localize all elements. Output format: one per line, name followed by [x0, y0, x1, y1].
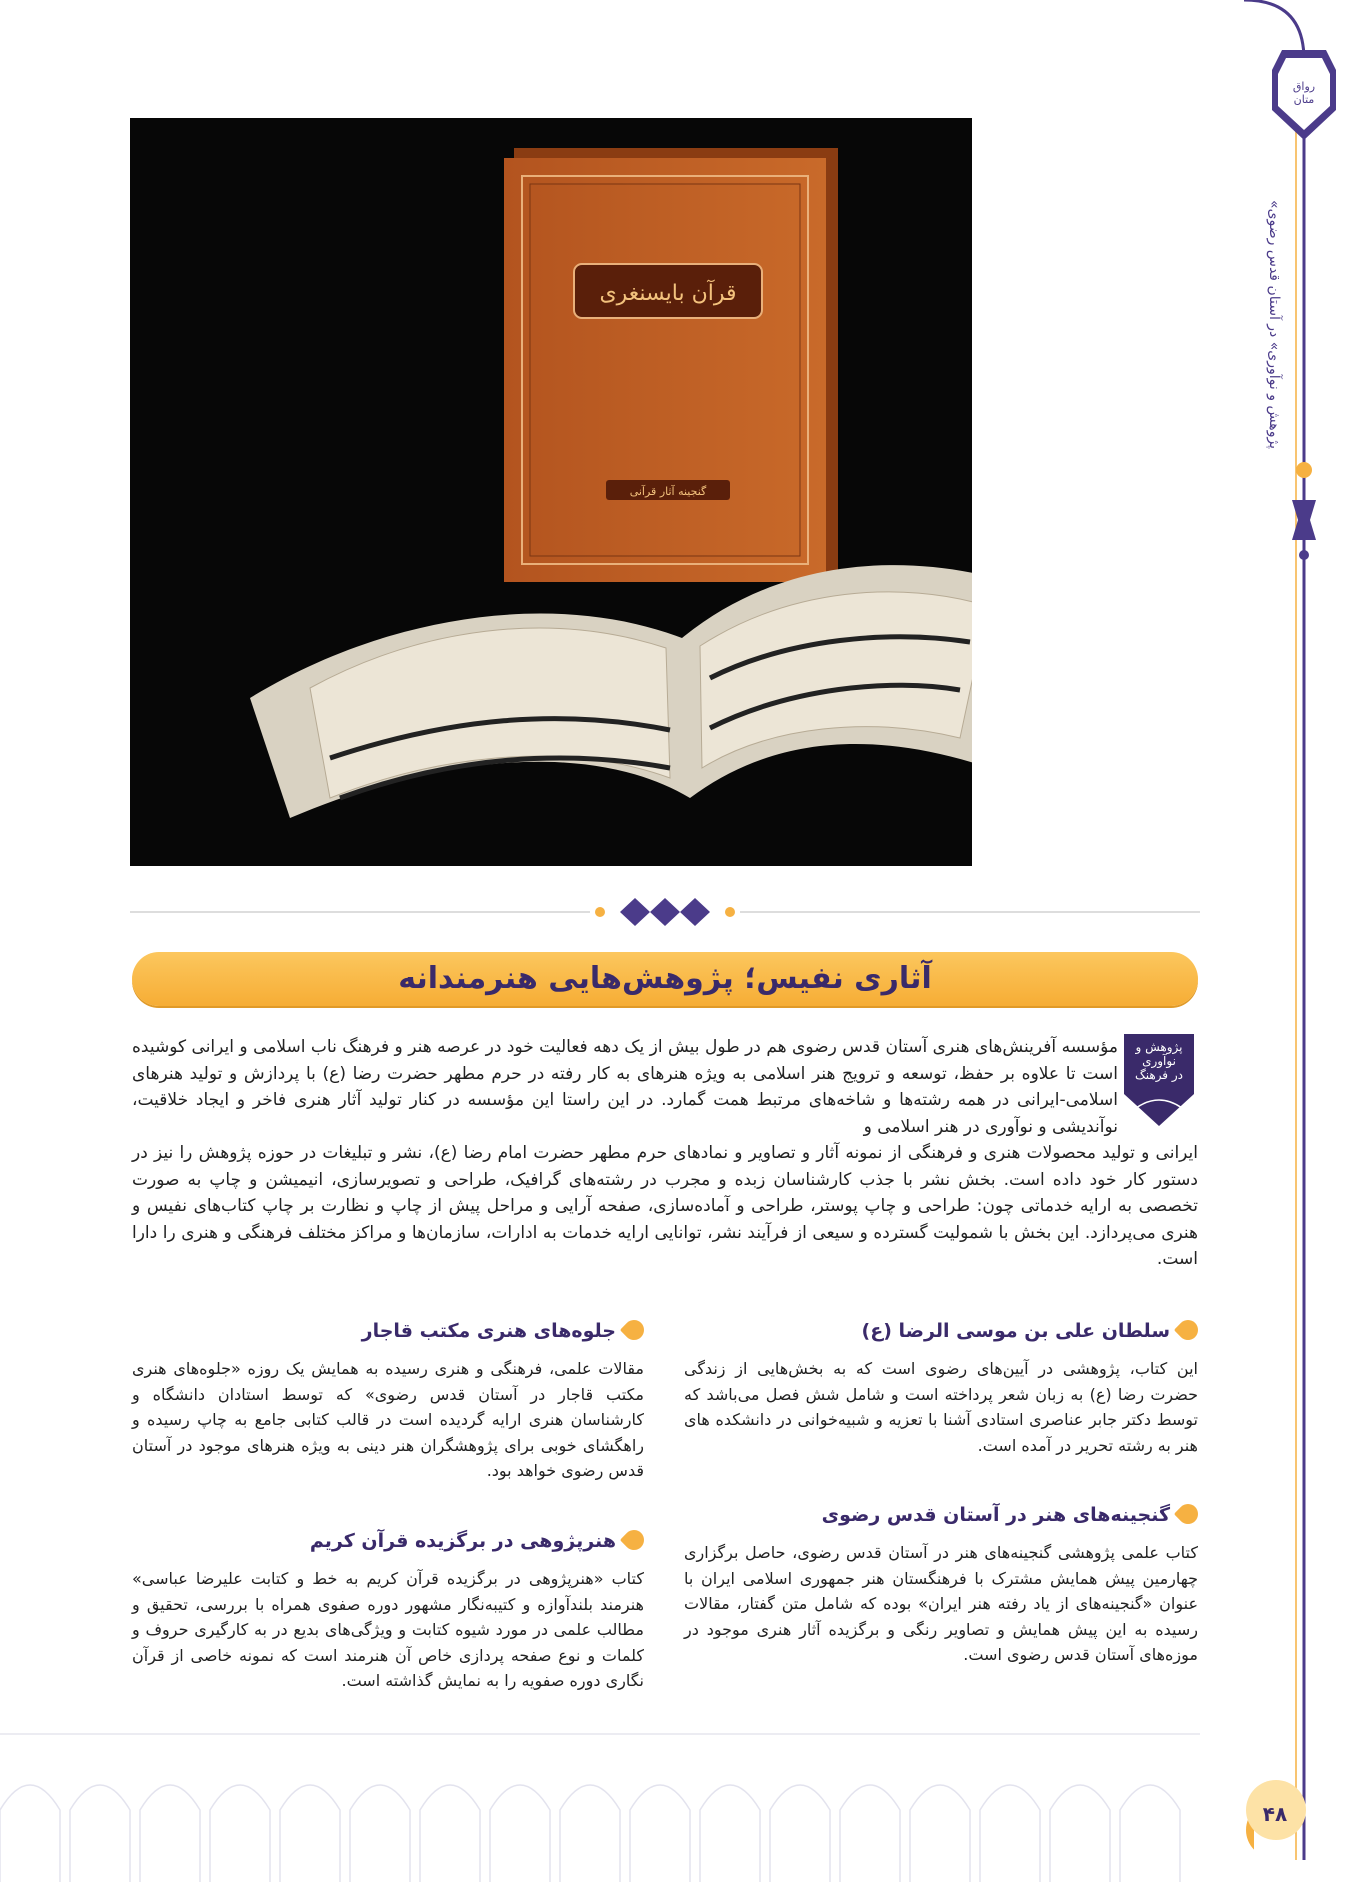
section-text-quran-research: کتاب «هنرپژوهی در برگزیده قرآن کریم به خط و کتابت علیرضا عباسی» هنرمند بلندآوازه و کتیبه‌نگار مشهور دوره صفوی همراه با بررسی، تحقیق و مطالب علمی در مورد شیوه کتابت و ویژگی‌های بدیع در به کارگیری حروف و کلمات و نوع صفحه پردازی خاص آن هنرمند است که نمونه خاصی از قرآن نگاری دوره صفویه را به نمایش گذاشته است. — [132, 1569, 644, 1690]
badge-line: در فرهنگ — [1135, 1068, 1183, 1082]
section-title-qajar — [132, 1320, 644, 1342]
page-number: ۴۸ — [1262, 1802, 1288, 1826]
drop-bullet-icon — [1174, 1316, 1202, 1344]
banner-title: آثاری نفیس؛ پژوهش‌هایی هنرمندانه — [398, 961, 932, 996]
section-title-text: گنجینه‌های هنر در آستان قدس رضوی — [821, 1504, 1170, 1526]
drop-bullet-icon — [620, 1526, 648, 1554]
drop-bullet-icon — [620, 1316, 648, 1344]
section-text-qajar: مقالات علمی، فرهنگی و هنری رسیده به همایش یک روزه «جلوه‌های هنری مکتب قاجار در آستان قدس رضوی» که توسط استادان دانشگاه و کارشناسان هنری ارایه گردیده است در قالب کتابی جامع به چاپ رسیده و راهگشای خوبی برای پژوهشگران هنر دینی به ویژه هنرهای موجود در آستان قدس رضوی خواهد بود. — [132, 1359, 644, 1480]
section-title-text: هنرپژوهی در برگزیده قرآن کریم — [309, 1530, 616, 1552]
footer-arches-ornament — [0, 1730, 1254, 1882]
section-title-text: جلوه‌های هنری مکتب قاجار — [361, 1320, 616, 1342]
section-title-sultan-ali — [684, 1320, 1198, 1342]
side-rail-text: «پژوهش و نوآوری» در آستان قدس رضوی — [1266, 200, 1282, 450]
ornamental-divider — [130, 892, 1200, 932]
section-title-treasures — [684, 1504, 1198, 1526]
book-illustration — [130, 118, 972, 866]
drop-bullet-icon — [1174, 1500, 1202, 1528]
book-cover-subtitle: گنجینه آثار قرآنی — [629, 485, 707, 498]
badge-line: پژوهش و — [1135, 1040, 1183, 1054]
intro-paragraph: مؤسسه آفرینش‌های هنری آستان قدس رضوی هم در طول بیش از یک دهه فعالیت خود در عرصه هنر و فرهنگ ناب اسلامی و ایرانی کوشیده است تا علاوه بر حفظ، توسعه و ترویج هنر اسلامی به ویژه هنرهای به کار رفته در حرم مطهر حضرت رضا (ع) با پردازش و تولید هنرهای اسلامی-ایرانی در همه رشته‌ها و شاخه‌های مرتبط همت گمارد. در این راستا این مؤسسه در کنار تولید آثار هنری فاخر و ایجاد خلاقیت، نوآندیشی و نوآوری در هنر اسلامی و — [132, 1037, 1118, 1137]
section-title-quran-research — [132, 1530, 644, 1552]
badge-label — [1122, 1040, 1196, 1082]
intro-paragraph-continued: ایرانی و تولید محصولات هنری و فرهنگی از نمونه آثار و تصاویر و نمادهای حرم مطهر حضرت امام رضا (ع)، نشر و تبلیغات در حوزه پژوهش را نیز در دستور کار خود داده است. بخش نشر با جذب کارشناسان زبده و مجرب در رشته‌های گرافیک، طراحی و تصویرسازی، انیمیشن و چاپ به صورت تخصصی به ارایه خدماتی چون: طراحی و چاپ پوستر، طراحی و آماده‌سازی، صفحه آرایی و مراحل پیش از چاپ و نظارت بر چاپ کتاب‌های نفیس و هنری می‌پردازد. این بخش با شمولیت گسترده و سیعی از فرآیند نشر، توانایی ارایه خدمات به ادارات، سازمان‌ها و مراکز مختلف فرهنگی و هنری را دارا است. — [132, 1143, 1198, 1269]
book-cover-title: قرآن بایسنغری — [599, 281, 737, 306]
section-text-treasures: کتاب علمی پژوهشی گنجینه‌های هنر در آستان قدس رضوی، حاصل برگزاری چهارمین پیش همایش مشترک با فرهنگستان هنر جمهوری اسلامی ایران با عنوان «گنجینه‌های از یاد رفته هنر ایران» بوده که شامل متن گفتار، مقالات رسیده به این پیش همایش و تصاویر رنگی و برگزیده آثار هنری موجود در موزه‌های آستان قدس رضوی است. — [684, 1543, 1198, 1664]
rail-logo: رواق متان — [1292, 80, 1316, 106]
section-text-sultan-ali: این کتاب، پژوهشی در آیین‌های رضوی است که به بخش‌هایی از زندگی حضرت رضا (ع) به زبان شعر پرداخته است و شامل شش فصل می‌باشد که توسط دکتر جابر عناصری استادی آشنا با تعزیه و شبیه‌خوانی در دانشکده های هنر به رشته تحریر در آمده است. — [684, 1359, 1198, 1455]
hero-photo — [130, 118, 972, 866]
section-title-banner — [132, 952, 1198, 1006]
section-title-text: سلطان علی بن موسی الرضا (ع) — [861, 1320, 1170, 1342]
badge-line: نوآوری — [1142, 1054, 1176, 1068]
